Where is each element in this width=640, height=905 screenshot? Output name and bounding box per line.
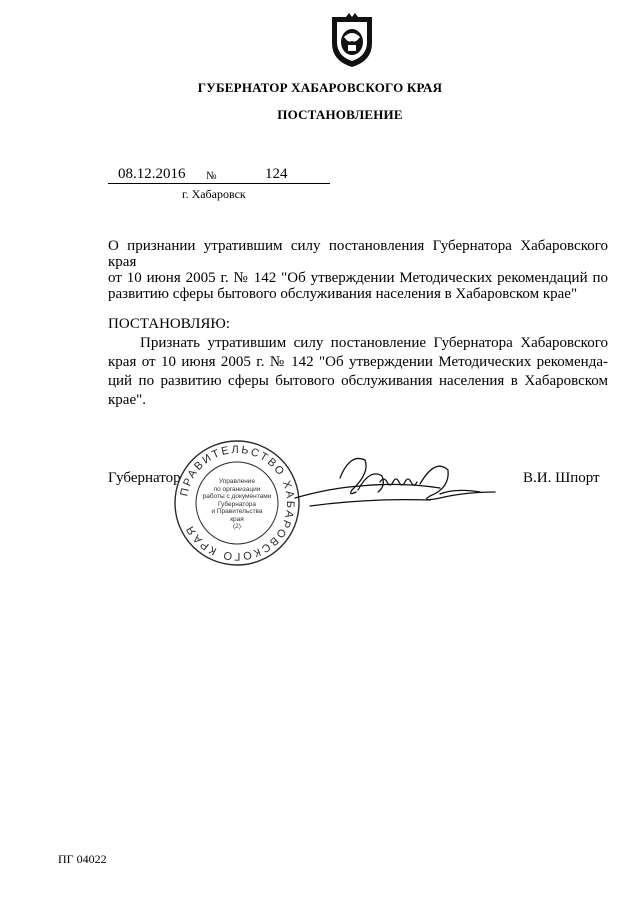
subject-line: развитию сферы бытового обслуживания населения в Хабаровском крае" <box>108 286 578 302</box>
seal-line: края <box>230 515 244 523</box>
subject-line: от 10 июня 2005 г. № 142 "Об утверждении Методических рекомендаций по <box>108 270 608 286</box>
body-line: ций по развитию сферы бытового обслуживания населения в Хабаровском <box>108 373 608 389</box>
document-date: 08.12.2016 <box>118 166 186 182</box>
registration-underline <box>108 183 330 184</box>
resolution-body <box>108 334 608 410</box>
signatory-name: В.И. Шпорт <box>523 470 600 486</box>
document-authority: ГУБЕРНАТОР ХАБАРОВСКОГО КРАЯ <box>197 80 443 95</box>
document-code: ПГ 04022 <box>58 852 107 866</box>
document-subject <box>108 238 608 302</box>
resolution-heading: ПОСТАНОВЛЯЮ: <box>108 316 230 332</box>
subject-line: О признании утратившим силу постановления Губернатора Хабаровского края <box>108 238 608 270</box>
seal-line: Губернатора <box>217 500 257 508</box>
document-city: г. Хабаровск <box>182 187 246 201</box>
signatory-title: Губернатор <box>108 470 181 486</box>
body-line: крае". <box>108 392 146 408</box>
seal-line: Управление <box>218 478 256 485</box>
body-line: Признать утратившим силу постановление Губернатора Хабаровского <box>140 335 608 351</box>
coat-of-arms-emblem <box>328 13 376 69</box>
seal-inner-text <box>202 478 272 531</box>
handwritten-signature <box>290 448 500 518</box>
number-mark: № <box>206 170 217 182</box>
seal-line: работы с документами <box>202 493 272 500</box>
document-type: ПОСТАНОВЛЕНИЕ <box>277 107 403 122</box>
seal-ring-text: ПРАВИТЕЛЬСТВО ХАБАРОВСКОГО КРАЯ <box>178 443 297 563</box>
seal-line: и Правительства <box>211 508 263 515</box>
body-line: края от 10 июня 2005 г. № 142 "Об утверждении Методических рекоменда- <box>108 354 608 370</box>
seal-line: (2) <box>233 523 241 530</box>
document-number: 124 <box>265 166 288 182</box>
seal-line: по организации <box>213 485 261 493</box>
